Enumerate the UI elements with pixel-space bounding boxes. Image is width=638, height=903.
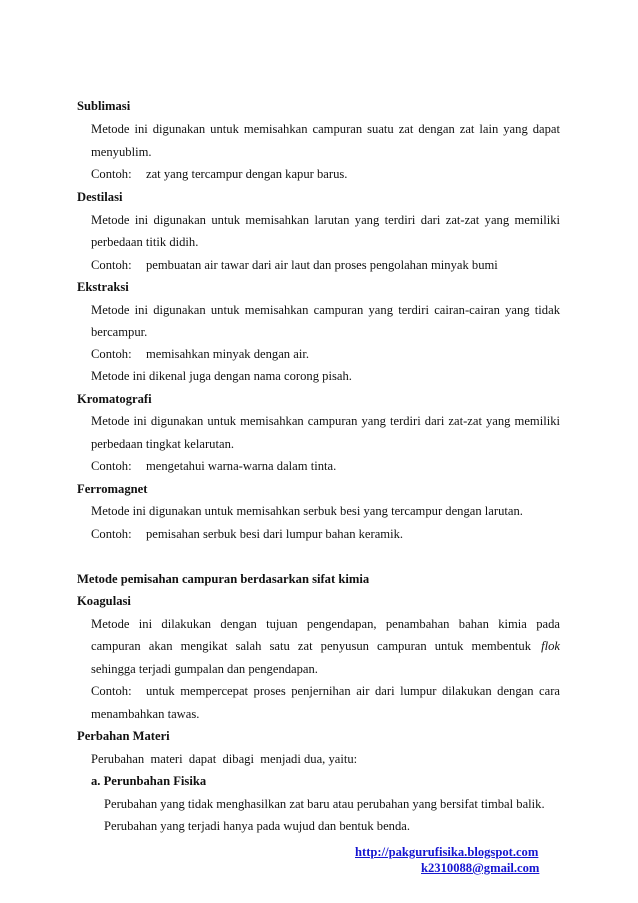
example-text: pembuatan air tawar dari air laut dan proses pengolahan minyak bumi [146,258,498,272]
flok-term: flok [541,639,560,653]
heading-kimia-methods: Metode pemisahan campuran berdasarkan sifat kimia [77,572,370,586]
footer-email-link[interactable]: k2310088@gmail.com [421,861,540,875]
example-text: memisahkan minyak dengan air. [146,347,309,361]
ekstraksi-description: Metode ini digunakan untuk memisahkan campuran yang terdiri cairan-cairan yang tidak [91,303,560,317]
section-title-koagulasi: Koagulasi [77,594,131,608]
ferromagnet-example [91,526,403,542]
footer-url-line [355,844,538,860]
footer-email-line [421,860,539,876]
kromatografi-example [91,458,336,474]
kromatografi-description-cont: perbedaan tingkat kelarutan. [91,437,235,451]
ekstraksi-example [91,346,309,362]
example-label: Contoh: [91,258,132,272]
example-text: zat yang tercampur dengan kapur barus. [146,167,348,181]
sublimasi-example [91,166,347,182]
example-label: Contoh: [91,347,132,361]
section-title-kromatografi: Kromatografi [77,392,152,406]
koagulasi-description-cont: sehingga terjadi gumpalan dan pengendapan. [91,662,318,676]
example-label: Contoh: [91,167,132,181]
destilasi-example [91,257,498,273]
destilasi-description: Metode ini digunakan untuk memisahkan larutan yang terdiri dari zat-zat yang memiliki [91,213,560,227]
sublimasi-description-cont: menyublim. [91,145,152,159]
example-text: mengetahui warna-warna dalam tinta. [146,459,337,473]
section-title-ferromagnet: Ferromagnet [77,482,148,496]
section-title-destilasi: Destilasi [77,190,123,204]
footer-blog-link[interactable]: http://pakgurufisika.blogspot.com [355,845,539,859]
section-title-ekstraksi: Ekstraksi [77,280,129,294]
example-text: pemisahan serbuk besi dari lumpur bahan keramik. [146,527,404,541]
koagulasi-description-line2 [91,638,560,654]
koagulasi-description: Metode ini dilakukan dengan tujuan pengendapan, penambahan bahan kimia pada [91,617,560,631]
section-title-perubahan-materi: Perbahan Materi [77,729,170,743]
koagulasi-description-text: campuran akan mengikat salah satu zat penyusun campuran untuk membentuk [91,639,531,653]
subsection-title-perubahan-fisika: a. Perunbahan Fisika [91,774,207,788]
perubahan-fisika-line1: Perubahan yang tidak menghasilkan zat baru atau perubahan yang bersifat timbal balik. [104,797,545,811]
destilasi-description-cont: perbedaan titik didih. [91,235,199,249]
ferromagnet-description: Metode ini digunakan untuk memisahkan serbuk besi yang tercampur dengan larutan. [91,504,523,518]
perubahan-description: Perubahan materi dapat dibagi menjadi dua, yaitu: [91,752,358,766]
example-text: untuk mempercepat proses penjernihan air dari lumpur dilakukan dengan cara [146,684,560,698]
koagulasi-example-cont: menambahkan tawas. [91,707,200,721]
kromatografi-description: Metode ini digunakan untuk memisahkan campuran yang terdiri dari zat-zat yang memiliki [91,414,560,428]
section-title-sublimasi: Sublimasi [77,99,131,113]
example-label: Contoh: [91,459,132,473]
ekstraksi-note: Metode ini dikenal juga dengan nama corong pisah. [91,369,352,383]
perubahan-fisika-line2: Perubahan yang terjadi hanya pada wujud dan bentuk benda. [104,819,410,833]
ekstraksi-description-cont: bercampur. [91,325,148,339]
example-label: Contoh: [91,527,132,541]
koagulasi-example [91,683,560,699]
sublimasi-description: Metode ini digunakan untuk memisahkan campuran suatu zat dengan zat lain yang dapat [91,122,560,136]
example-label: Contoh: [91,684,132,698]
